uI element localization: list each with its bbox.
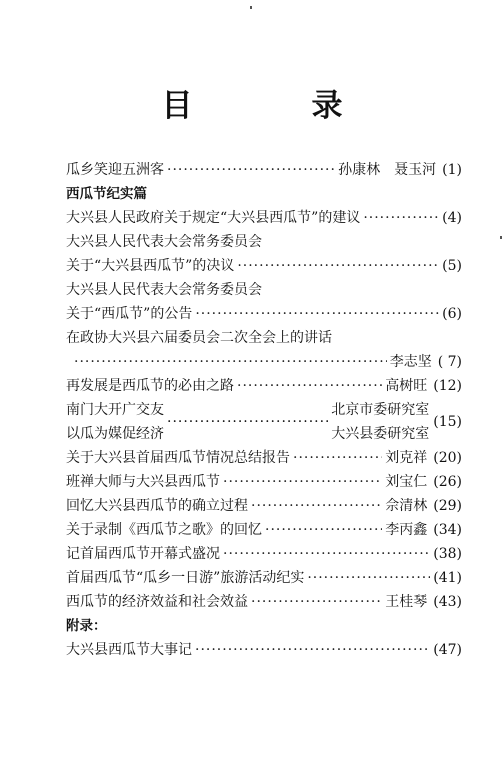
entry-page: (12) [433,378,462,394]
entry-title: 首届西瓜节“瓜乡一日游”旅游活动纪实 [66,570,305,586]
entry-page: (29) [433,498,462,514]
entry-title: 关于“西瓜节”的公告 [66,306,193,322]
entry-page: (34) [433,522,462,538]
leader-dots [195,302,439,326]
entry-page: (26) [433,474,462,490]
leader-dots [237,254,439,278]
toc-entry[interactable] [66,638,462,662]
leader-dots [265,518,382,542]
entry-page: (6) [442,306,462,322]
entry-author: 佘清林 [385,498,428,514]
entry-author: 刘宝仁 [385,474,428,490]
entry-author: 刘克祥 [385,450,428,466]
entry-title-line: 大兴县人民代表大会常务委员会 [66,282,262,298]
entry-page: (1) [442,162,462,178]
leader-dots [223,470,382,494]
entry-title: 关于录制《西瓜节之歌》的回忆 [66,522,262,538]
entry-author: 大兴县委研究室 [331,426,430,442]
leader-dots [251,494,382,518]
entry-title: 大兴县人民政府关于规定“大兴县西瓜节”的建议 [66,210,361,226]
toc-entry[interactable] [66,398,462,446]
entry-author: 高树旺 [385,378,428,394]
scan-mark-top [250,6,252,9]
toc-entry[interactable] [66,470,462,494]
entry-title: 大兴县西瓜节大事记 [66,642,192,658]
toc-entry[interactable] [66,518,462,542]
entry-page: (41) [433,570,462,586]
entry-title: 班禅大师与大兴县西瓜节 [66,474,220,490]
entry-title-line: 在政协大兴县六届委员会二次全会上的讲话 [66,330,332,346]
entry-page: (15) [433,414,462,430]
entry-page: (5) [442,258,462,274]
scan-mark-right [500,236,502,239]
toc-entry[interactable] [66,446,462,470]
section-heading: 西瓜节纪实篇 [66,186,147,202]
entry-author: 北京市委研究室 [331,402,430,418]
table-of-contents [66,158,462,662]
toc-entry[interactable] [66,158,462,182]
leader-dots [167,410,328,434]
entry-author: 李志坚 [389,354,432,370]
entry-title: 瓜乡笑迎五洲客 [66,162,164,178]
leader-dots [307,566,430,590]
entry-author: 李丙鑫 [385,522,428,538]
toc-entry[interactable] [66,542,462,566]
toc-entry[interactable] [66,590,462,614]
leader-dots [237,374,382,398]
entry-title: 以瓜为媒促经济 [66,426,164,442]
entry-page: (4) [442,210,462,226]
toc-entry[interactable] [66,206,462,230]
leader-dots [195,638,430,662]
toc-entry[interactable] [66,350,462,374]
entry-title: 再发展是西瓜节的必由之路 [66,378,234,394]
leader-dots [74,350,387,374]
entry-title: 南门大开广交友 [66,402,164,418]
entry-author-block [331,398,429,446]
entry-page: ( 7) [437,354,462,370]
toc-entry[interactable] [66,566,462,590]
entry-author: 孙康林 聂玉河 [338,162,437,178]
entry-page: (47) [433,642,462,658]
entry-page: (43) [433,594,462,610]
leader-dots [363,206,439,230]
entry-title: 西瓜节的经济效益和社会效益 [66,594,248,610]
leader-dots [223,542,430,566]
entry-title-line: 大兴县人民代表大会常务委员会 [66,234,262,250]
leader-dots [293,446,382,470]
leader-dots [251,590,382,614]
toc-entry[interactable] [66,374,462,398]
toc-entry[interactable] [66,302,462,326]
entry-author: 王桂琴 [385,594,428,610]
toc-entry[interactable] [66,494,462,518]
toc-entry[interactable] [66,254,462,278]
entry-page: (38) [433,546,462,562]
entry-title: 记首届西瓜节开幕式盛况 [66,546,220,562]
entry-page: (20) [433,450,462,466]
page-title: 目 录 [161,88,387,124]
entry-title: 回忆大兴县西瓜节的确立过程 [66,498,248,514]
entry-title: 关于“大兴县西瓜节”的决议 [66,258,235,274]
entry-title: 关于大兴县首届西瓜节情况总结报告 [66,450,290,466]
leader-dots [167,158,335,182]
section-heading: 附录： [66,618,107,634]
entry-title-block [66,398,164,446]
